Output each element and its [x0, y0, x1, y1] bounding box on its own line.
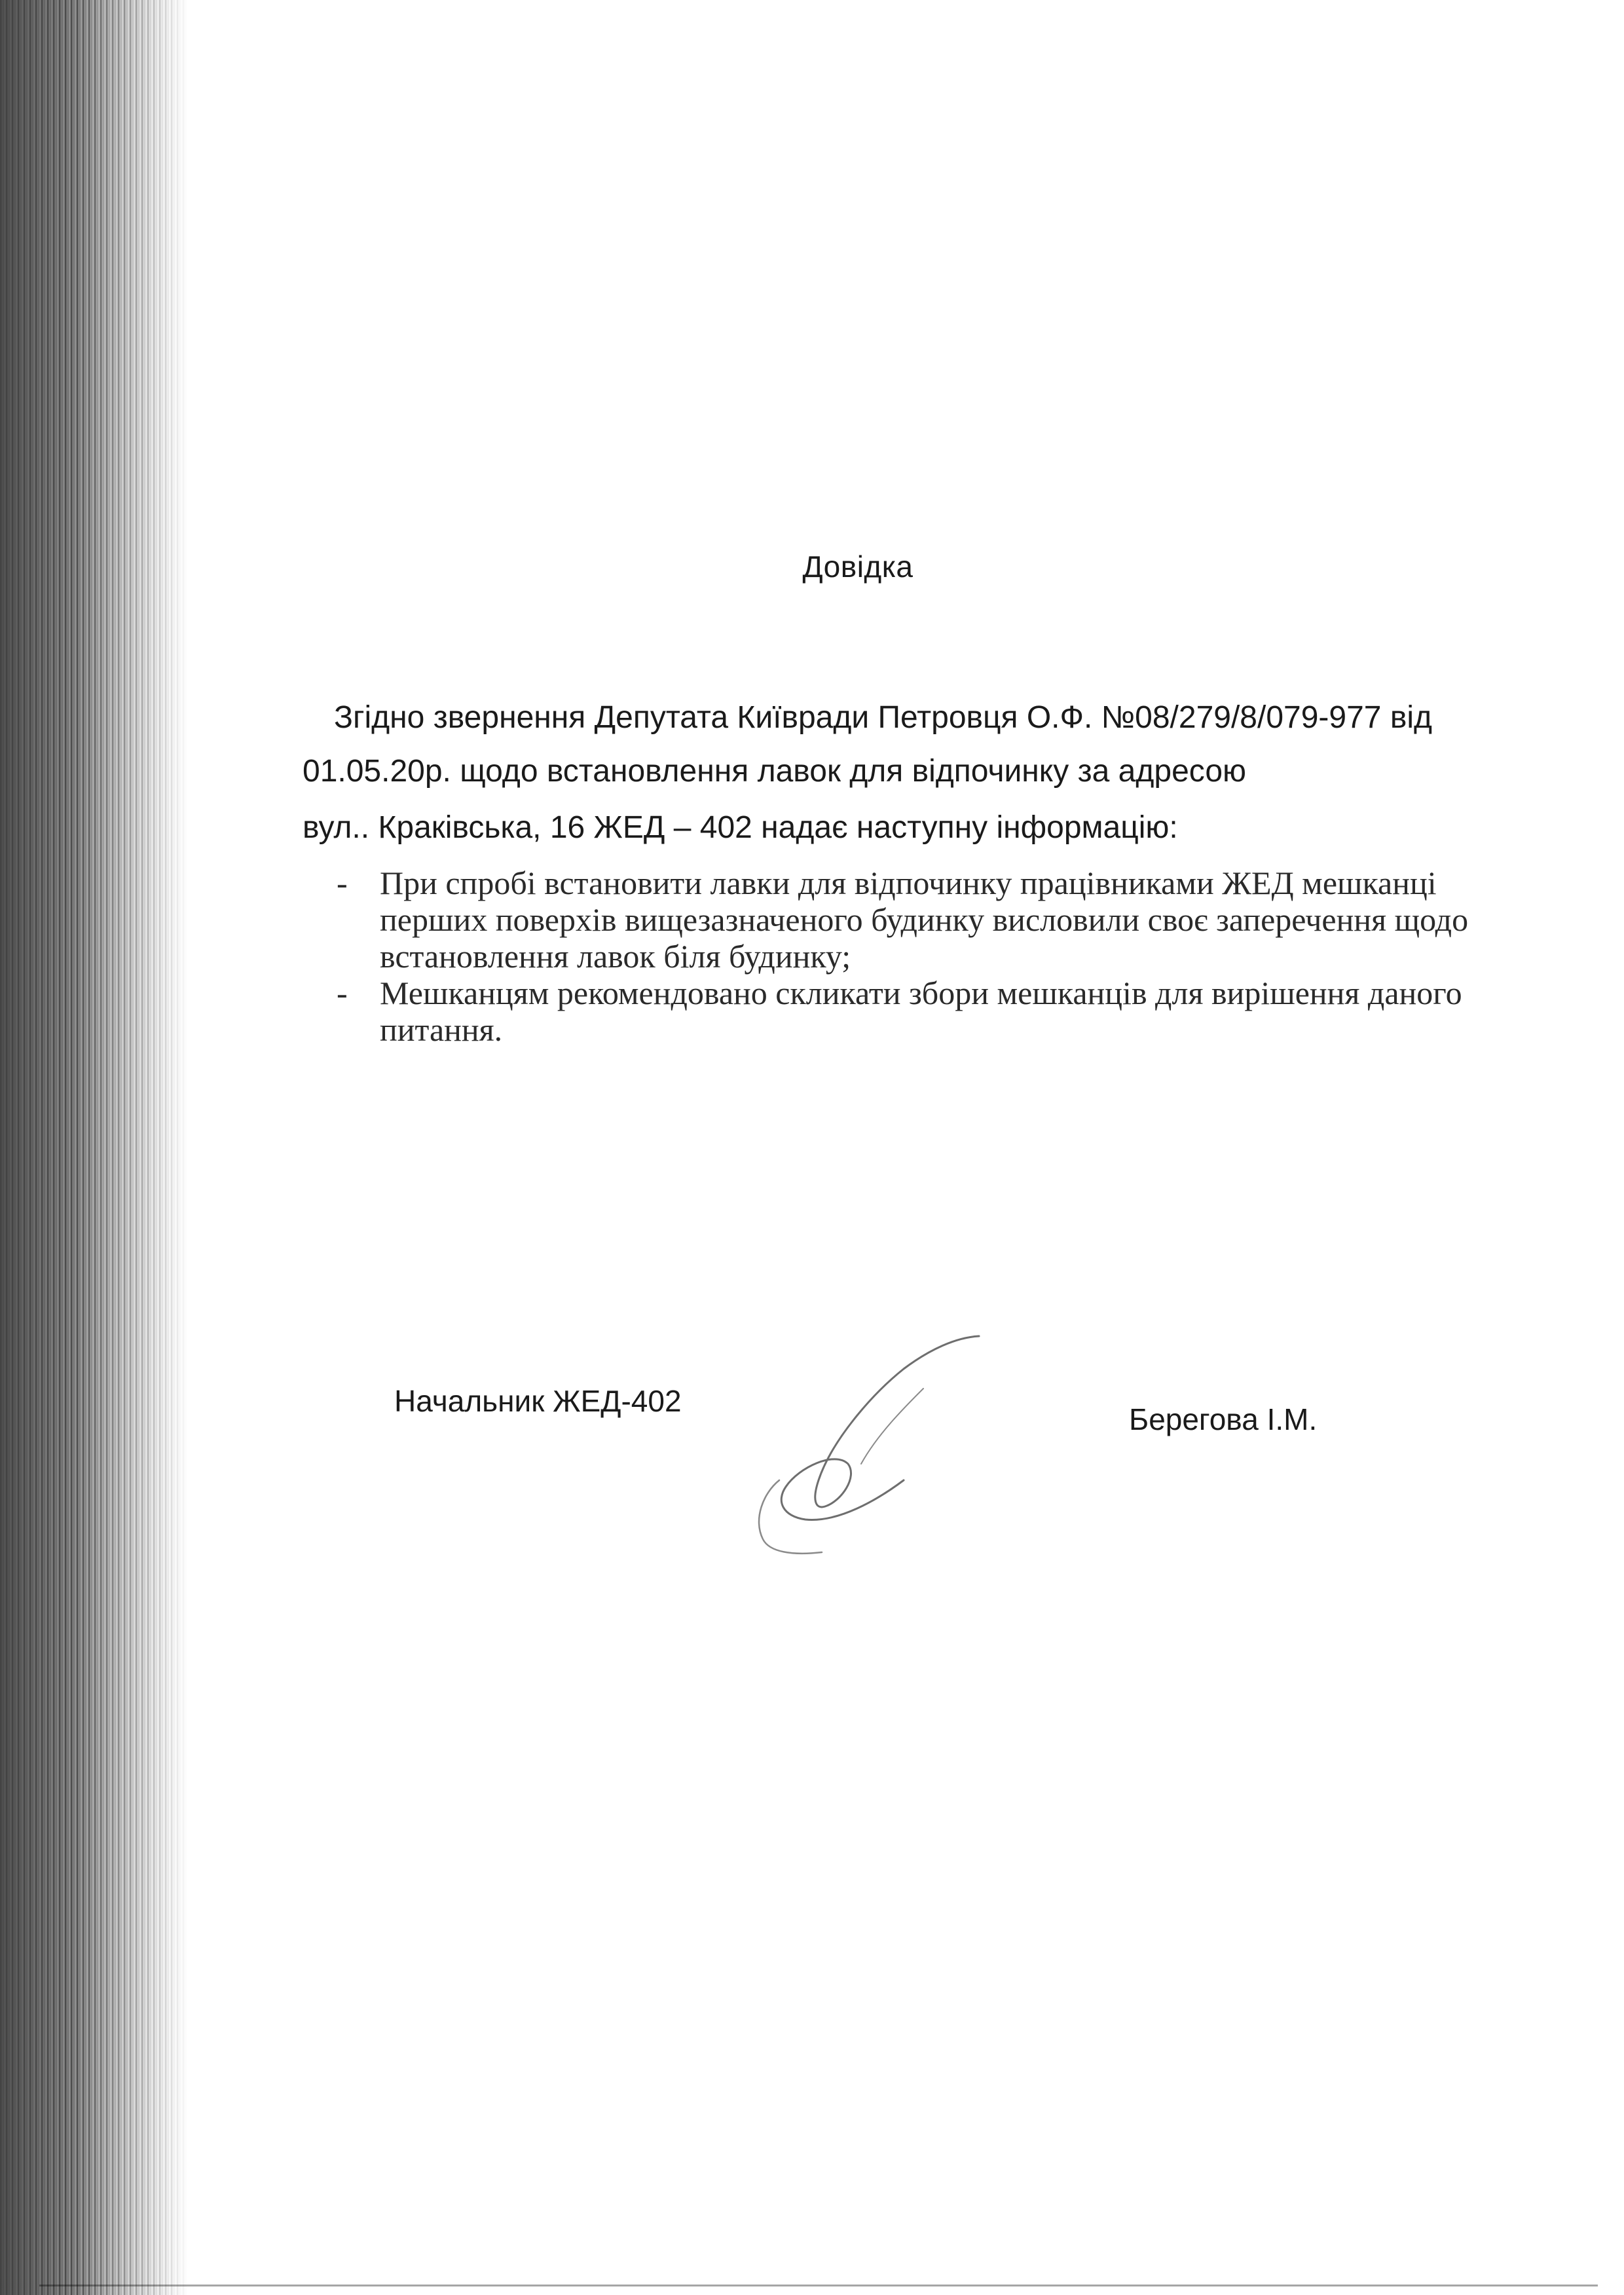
paragraph-line-2: 01.05.20р. щодо встановлення лавок для відпочинку за адресою: [303, 754, 1247, 789]
handwritten-signature: [707, 1330, 995, 1565]
paragraph-line-3: вул.. Краківська, 16 ЖЕД – 402 надає наступну інформацію:: [303, 810, 1178, 845]
scan-bottom-edge: [39, 2285, 1598, 2286]
scan-edge-shadow: [0, 0, 190, 2295]
list-item: - Мешканцям рекомендовано скликати збори мешканців для вирішення даного питання.: [334, 975, 1513, 1048]
list-item: - При спробі встановити лавки для відпочинку працівниками ЖЕД мешканці перших поверхів вищезазначеного будинку висловили своє заперечення щодо встановлення лавок біля будинку;: [334, 865, 1513, 975]
signatory-role: Начальник ЖЕД-402: [394, 1384, 682, 1418]
signatory-name: Берегова І.М.: [1129, 1402, 1318, 1436]
paragraph-line-1: Згідно звернення Депутата Київради Петровця О.Ф. №08/279/8/079-977 від: [334, 700, 1432, 735]
info-list: [334, 865, 1513, 1048]
document-title: Довідка: [802, 550, 913, 584]
